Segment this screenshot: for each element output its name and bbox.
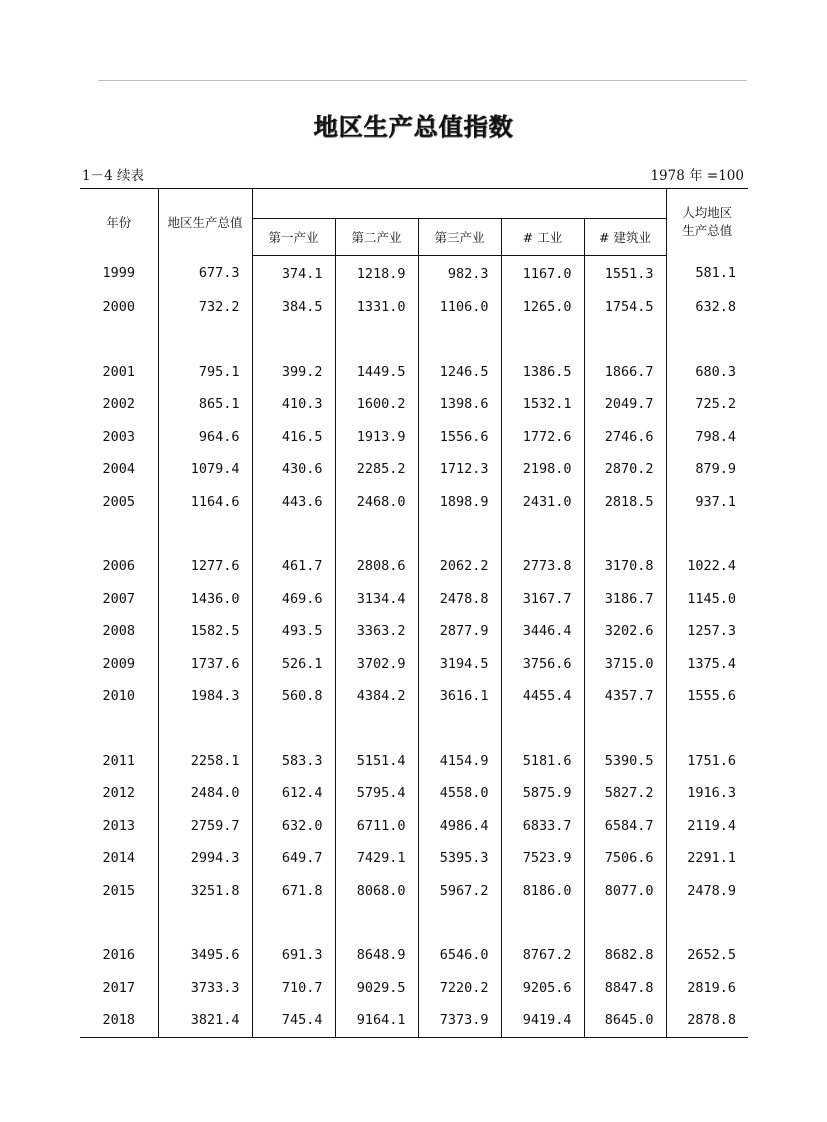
table-row: [80, 453, 748, 486]
cell-per-capita: 680.3: [666, 356, 748, 389]
cell-industry: 6833.7: [501, 810, 584, 843]
cell-year: 2004: [102, 461, 135, 478]
table-row: [80, 615, 748, 648]
cell-gdp: 1164.6: [158, 486, 252, 519]
cell-tertiary: 2877.9: [418, 615, 501, 648]
spacer-cell: [666, 907, 748, 939]
spacer-cell: [158, 518, 252, 550]
table-row: [80, 972, 748, 1005]
cell-tertiary: 5967.2: [418, 875, 501, 908]
cell-per-capita: 1375.4: [666, 648, 748, 681]
cell-per-capita: 2652.5: [666, 939, 748, 972]
spacer-row: [80, 518, 748, 550]
spacer-cell: [335, 324, 418, 356]
cell-construction: 3186.7: [584, 583, 666, 616]
cell-tertiary: 1898.9: [418, 486, 501, 519]
table-row: [80, 648, 748, 681]
header-industry: # 工业: [501, 219, 584, 256]
cell-tertiary: 2062.2: [418, 550, 501, 583]
cell-gdp: 1079.4: [158, 453, 252, 486]
cell-gdp: 2759.7: [158, 810, 252, 843]
cell-year: 2017: [102, 979, 135, 996]
table-row: [80, 875, 748, 908]
cell-industry: 1772.6: [501, 421, 584, 454]
cell-construction: 3202.6: [584, 615, 666, 648]
cell-industry: 9205.6: [501, 972, 584, 1005]
table-body: [80, 256, 748, 1038]
table-row: [80, 388, 748, 421]
cell-construction: 3170.8: [584, 550, 666, 583]
table-row: [80, 356, 748, 389]
cell-industry: 2198.0: [501, 453, 584, 486]
spacer-cell: [584, 324, 666, 356]
cell-primary: 399.2: [252, 356, 335, 389]
table-row: [80, 810, 748, 843]
table-row: [80, 1004, 748, 1037]
cell-per-capita: 1916.3: [666, 777, 748, 810]
cell-primary: 410.3: [252, 388, 335, 421]
cell-primary: 671.8: [252, 875, 335, 908]
cell-industry: 3167.7: [501, 583, 584, 616]
cell-primary: 384.5: [252, 291, 335, 324]
cell-secondary: 1218.9: [335, 256, 418, 292]
spacer-cell: [252, 713, 335, 745]
cell-construction: 8847.8: [584, 972, 666, 1005]
cell-year: 2000: [102, 299, 135, 316]
spacer-cell: [80, 713, 158, 745]
cell-construction: 5390.5: [584, 745, 666, 778]
table-row: [80, 745, 748, 778]
cell-per-capita: 2878.8: [666, 1004, 748, 1037]
cell-secondary: 8648.9: [335, 939, 418, 972]
cell-industry: 8186.0: [501, 875, 584, 908]
cell-primary: 691.3: [252, 939, 335, 972]
table-row: [80, 291, 748, 324]
header-tertiary: 第三产业: [418, 219, 501, 256]
cell-construction: 1866.7: [584, 356, 666, 389]
cell-primary: 745.4: [252, 1004, 335, 1037]
cell-tertiary: 1398.6: [418, 388, 501, 421]
cell-primary: 430.6: [252, 453, 335, 486]
spacer-cell: [335, 713, 418, 745]
spacer-cell: [80, 907, 158, 939]
cell-year: 2016: [102, 947, 135, 964]
cell-per-capita: 2819.6: [666, 972, 748, 1005]
cell-construction: 3715.0: [584, 648, 666, 681]
cell-industry: 9419.4: [501, 1004, 584, 1037]
cell-tertiary: 982.3: [418, 256, 501, 292]
cell-construction: 7506.6: [584, 842, 666, 875]
spacer-row: [80, 713, 748, 745]
cell-gdp: 964.6: [158, 421, 252, 454]
cell-secondary: 2468.0: [335, 486, 418, 519]
cell-year: 2005: [102, 493, 135, 510]
cell-construction: 1754.5: [584, 291, 666, 324]
cell-industry: 7523.9: [501, 842, 584, 875]
header-primary: 第一产业: [252, 219, 335, 256]
cell-year: 1999: [102, 265, 135, 282]
cell-tertiary: 2478.8: [418, 583, 501, 616]
cell-industry: 3446.4: [501, 615, 584, 648]
spacer-cell: [158, 324, 252, 356]
cell-tertiary: 1712.3: [418, 453, 501, 486]
cell-per-capita: 2291.1: [666, 842, 748, 875]
cell-per-capita: 725.2: [666, 388, 748, 421]
spacer-cell: [418, 907, 501, 939]
cell-year: 2009: [102, 655, 135, 672]
cell-industry: 2431.0: [501, 486, 584, 519]
cell-industry: 1532.1: [501, 388, 584, 421]
cell-year: 2015: [102, 882, 135, 899]
cell-tertiary: 4558.0: [418, 777, 501, 810]
cell-gdp: 3733.3: [158, 972, 252, 1005]
cell-gdp: 1277.6: [158, 550, 252, 583]
cell-tertiary: 4986.4: [418, 810, 501, 843]
cell-industry: 3756.6: [501, 648, 584, 681]
cell-industry: 1167.0: [501, 256, 584, 292]
cell-industry: 2773.8: [501, 550, 584, 583]
table-row: [80, 777, 748, 810]
cell-tertiary: 5395.3: [418, 842, 501, 875]
cell-gdp: 865.1: [158, 388, 252, 421]
cell-primary: 583.3: [252, 745, 335, 778]
cell-construction: 2049.7: [584, 388, 666, 421]
cell-primary: 632.0: [252, 810, 335, 843]
cell-construction: 2746.6: [584, 421, 666, 454]
spacer-row: [80, 324, 748, 356]
cell-primary: 526.1: [252, 648, 335, 681]
cell-year: 2008: [102, 623, 135, 640]
cell-gdp: 677.3: [158, 256, 252, 292]
spacer-cell: [584, 518, 666, 550]
cell-year: 2014: [102, 850, 135, 867]
table-row: [80, 486, 748, 519]
cell-per-capita: 1145.0: [666, 583, 748, 616]
cell-tertiary: 1106.0: [418, 291, 501, 324]
cell-per-capita: 1751.6: [666, 745, 748, 778]
cell-secondary: 5151.4: [335, 745, 418, 778]
cell-secondary: 1600.2: [335, 388, 418, 421]
cell-industry: 4455.4: [501, 680, 584, 713]
cell-year: 2007: [102, 590, 135, 607]
spacer-cell: [418, 324, 501, 356]
cell-per-capita: 1022.4: [666, 550, 748, 583]
cell-per-capita: 2119.4: [666, 810, 748, 843]
cell-year: 2010: [102, 688, 135, 705]
table-row: [80, 550, 748, 583]
cell-construction: 1551.3: [584, 256, 666, 292]
cell-construction: 5827.2: [584, 777, 666, 810]
cell-tertiary: 4154.9: [418, 745, 501, 778]
header-per-capita-line2: 生产总值: [682, 223, 733, 239]
cell-primary: 469.6: [252, 583, 335, 616]
cell-secondary: 7429.1: [335, 842, 418, 875]
cell-secondary: 3134.4: [335, 583, 418, 616]
cell-construction: 8645.0: [584, 1004, 666, 1037]
cell-tertiary: 3616.1: [418, 680, 501, 713]
header-year: 年份: [106, 215, 132, 231]
header-construction: # 建筑业: [584, 219, 666, 256]
cell-secondary: 8068.0: [335, 875, 418, 908]
spacer-row: [80, 907, 748, 939]
cell-tertiary: 6546.0: [418, 939, 501, 972]
header-secondary: 第二产业: [335, 219, 418, 256]
cell-industry: 8767.2: [501, 939, 584, 972]
spacer-cell: [501, 518, 584, 550]
spacer-cell: [335, 907, 418, 939]
spacer-cell: [252, 324, 335, 356]
base-year-note: 1978 年 =100: [650, 168, 744, 184]
cell-primary: 443.6: [252, 486, 335, 519]
table-row: [80, 842, 748, 875]
cell-construction: 2870.2: [584, 453, 666, 486]
table-row: [80, 583, 748, 616]
spacer-cell: [666, 518, 748, 550]
cell-gdp: 732.2: [158, 291, 252, 324]
cell-industry: 1386.5: [501, 356, 584, 389]
cell-primary: 710.7: [252, 972, 335, 1005]
cell-per-capita: 632.8: [666, 291, 748, 324]
table-row: [80, 256, 748, 292]
cell-secondary: 1331.0: [335, 291, 418, 324]
cell-primary: 560.8: [252, 680, 335, 713]
cell-gdp: 2484.0: [158, 777, 252, 810]
cell-primary: 461.7: [252, 550, 335, 583]
cell-secondary: 4384.2: [335, 680, 418, 713]
cell-gdp: 795.1: [158, 356, 252, 389]
cell-industry: 5875.9: [501, 777, 584, 810]
spacer-cell: [80, 324, 158, 356]
spacer-cell: [335, 518, 418, 550]
cell-primary: 374.1: [252, 256, 335, 292]
cell-year: 2001: [102, 363, 135, 380]
cell-secondary: 2285.2: [335, 453, 418, 486]
cell-secondary: 9164.1: [335, 1004, 418, 1037]
cell-industry: 5181.6: [501, 745, 584, 778]
header-group-spacer: [252, 189, 666, 219]
cell-per-capita: 798.4: [666, 421, 748, 454]
spacer-cell: [666, 713, 748, 745]
cell-construction: 4357.7: [584, 680, 666, 713]
spacer-cell: [252, 518, 335, 550]
cell-year: 2011: [102, 752, 135, 769]
cell-year: 2006: [102, 558, 135, 575]
cell-gdp: 3251.8: [158, 875, 252, 908]
page-title: 地区生产总值指数: [313, 112, 514, 141]
cell-gdp: 1984.3: [158, 680, 252, 713]
cell-construction: 8682.8: [584, 939, 666, 972]
cell-year: 2018: [102, 1012, 135, 1029]
cell-per-capita: 2478.9: [666, 875, 748, 908]
cell-per-capita: 1555.6: [666, 680, 748, 713]
spacer-cell: [584, 907, 666, 939]
gdp-index-table: [80, 188, 748, 1038]
header-gdp: 地区生产总值: [158, 189, 252, 256]
cell-tertiary: 7373.9: [418, 1004, 501, 1037]
table-row: [80, 421, 748, 454]
table-number: 1－4 续表: [82, 168, 144, 184]
cell-secondary: 9029.5: [335, 972, 418, 1005]
cell-per-capita: 581.1: [666, 256, 748, 292]
cell-secondary: 1449.5: [335, 356, 418, 389]
cell-gdp: 3495.6: [158, 939, 252, 972]
cell-industry: 1265.0: [501, 291, 584, 324]
cell-gdp: 1737.6: [158, 648, 252, 681]
spacer-cell: [158, 713, 252, 745]
cell-primary: 649.7: [252, 842, 335, 875]
spacer-cell: [252, 907, 335, 939]
cell-tertiary: 1556.6: [418, 421, 501, 454]
cell-tertiary: 7220.2: [418, 972, 501, 1005]
cell-year: 2012: [102, 785, 135, 802]
cell-tertiary: 3194.5: [418, 648, 501, 681]
cell-construction: 8077.0: [584, 875, 666, 908]
spacer-cell: [418, 518, 501, 550]
cell-gdp: 1582.5: [158, 615, 252, 648]
cell-secondary: 5795.4: [335, 777, 418, 810]
header-per-capita-line1: 人均地区: [682, 205, 733, 221]
header-per-capita: [666, 189, 748, 256]
cell-per-capita: 879.9: [666, 453, 748, 486]
cell-secondary: 3363.2: [335, 615, 418, 648]
cell-year: 2002: [102, 396, 135, 413]
cell-primary: 416.5: [252, 421, 335, 454]
spacer-cell: [80, 518, 158, 550]
cell-secondary: 3702.9: [335, 648, 418, 681]
cell-gdp: 3821.4: [158, 1004, 252, 1037]
cell-year: 2013: [102, 817, 135, 834]
top-rule: [98, 80, 747, 81]
cell-secondary: 1913.9: [335, 421, 418, 454]
spacer-cell: [158, 907, 252, 939]
table-row: [80, 680, 748, 713]
cell-construction: 2818.5: [584, 486, 666, 519]
spacer-cell: [501, 907, 584, 939]
spacer-cell: [666, 324, 748, 356]
cell-secondary: 6711.0: [335, 810, 418, 843]
spacer-cell: [584, 713, 666, 745]
cell-per-capita: 1257.3: [666, 615, 748, 648]
cell-gdp: 2258.1: [158, 745, 252, 778]
cell-tertiary: 1246.5: [418, 356, 501, 389]
cell-gdp: 1436.0: [158, 583, 252, 616]
cell-primary: 612.4: [252, 777, 335, 810]
cell-secondary: 2808.6: [335, 550, 418, 583]
table-row: [80, 939, 748, 972]
cell-year: 2003: [102, 428, 135, 445]
spacer-cell: [418, 713, 501, 745]
spacer-cell: [501, 713, 584, 745]
spacer-cell: [501, 324, 584, 356]
cell-primary: 493.5: [252, 615, 335, 648]
cell-construction: 6584.7: [584, 810, 666, 843]
cell-gdp: 2994.3: [158, 842, 252, 875]
cell-per-capita: 937.1: [666, 486, 748, 519]
